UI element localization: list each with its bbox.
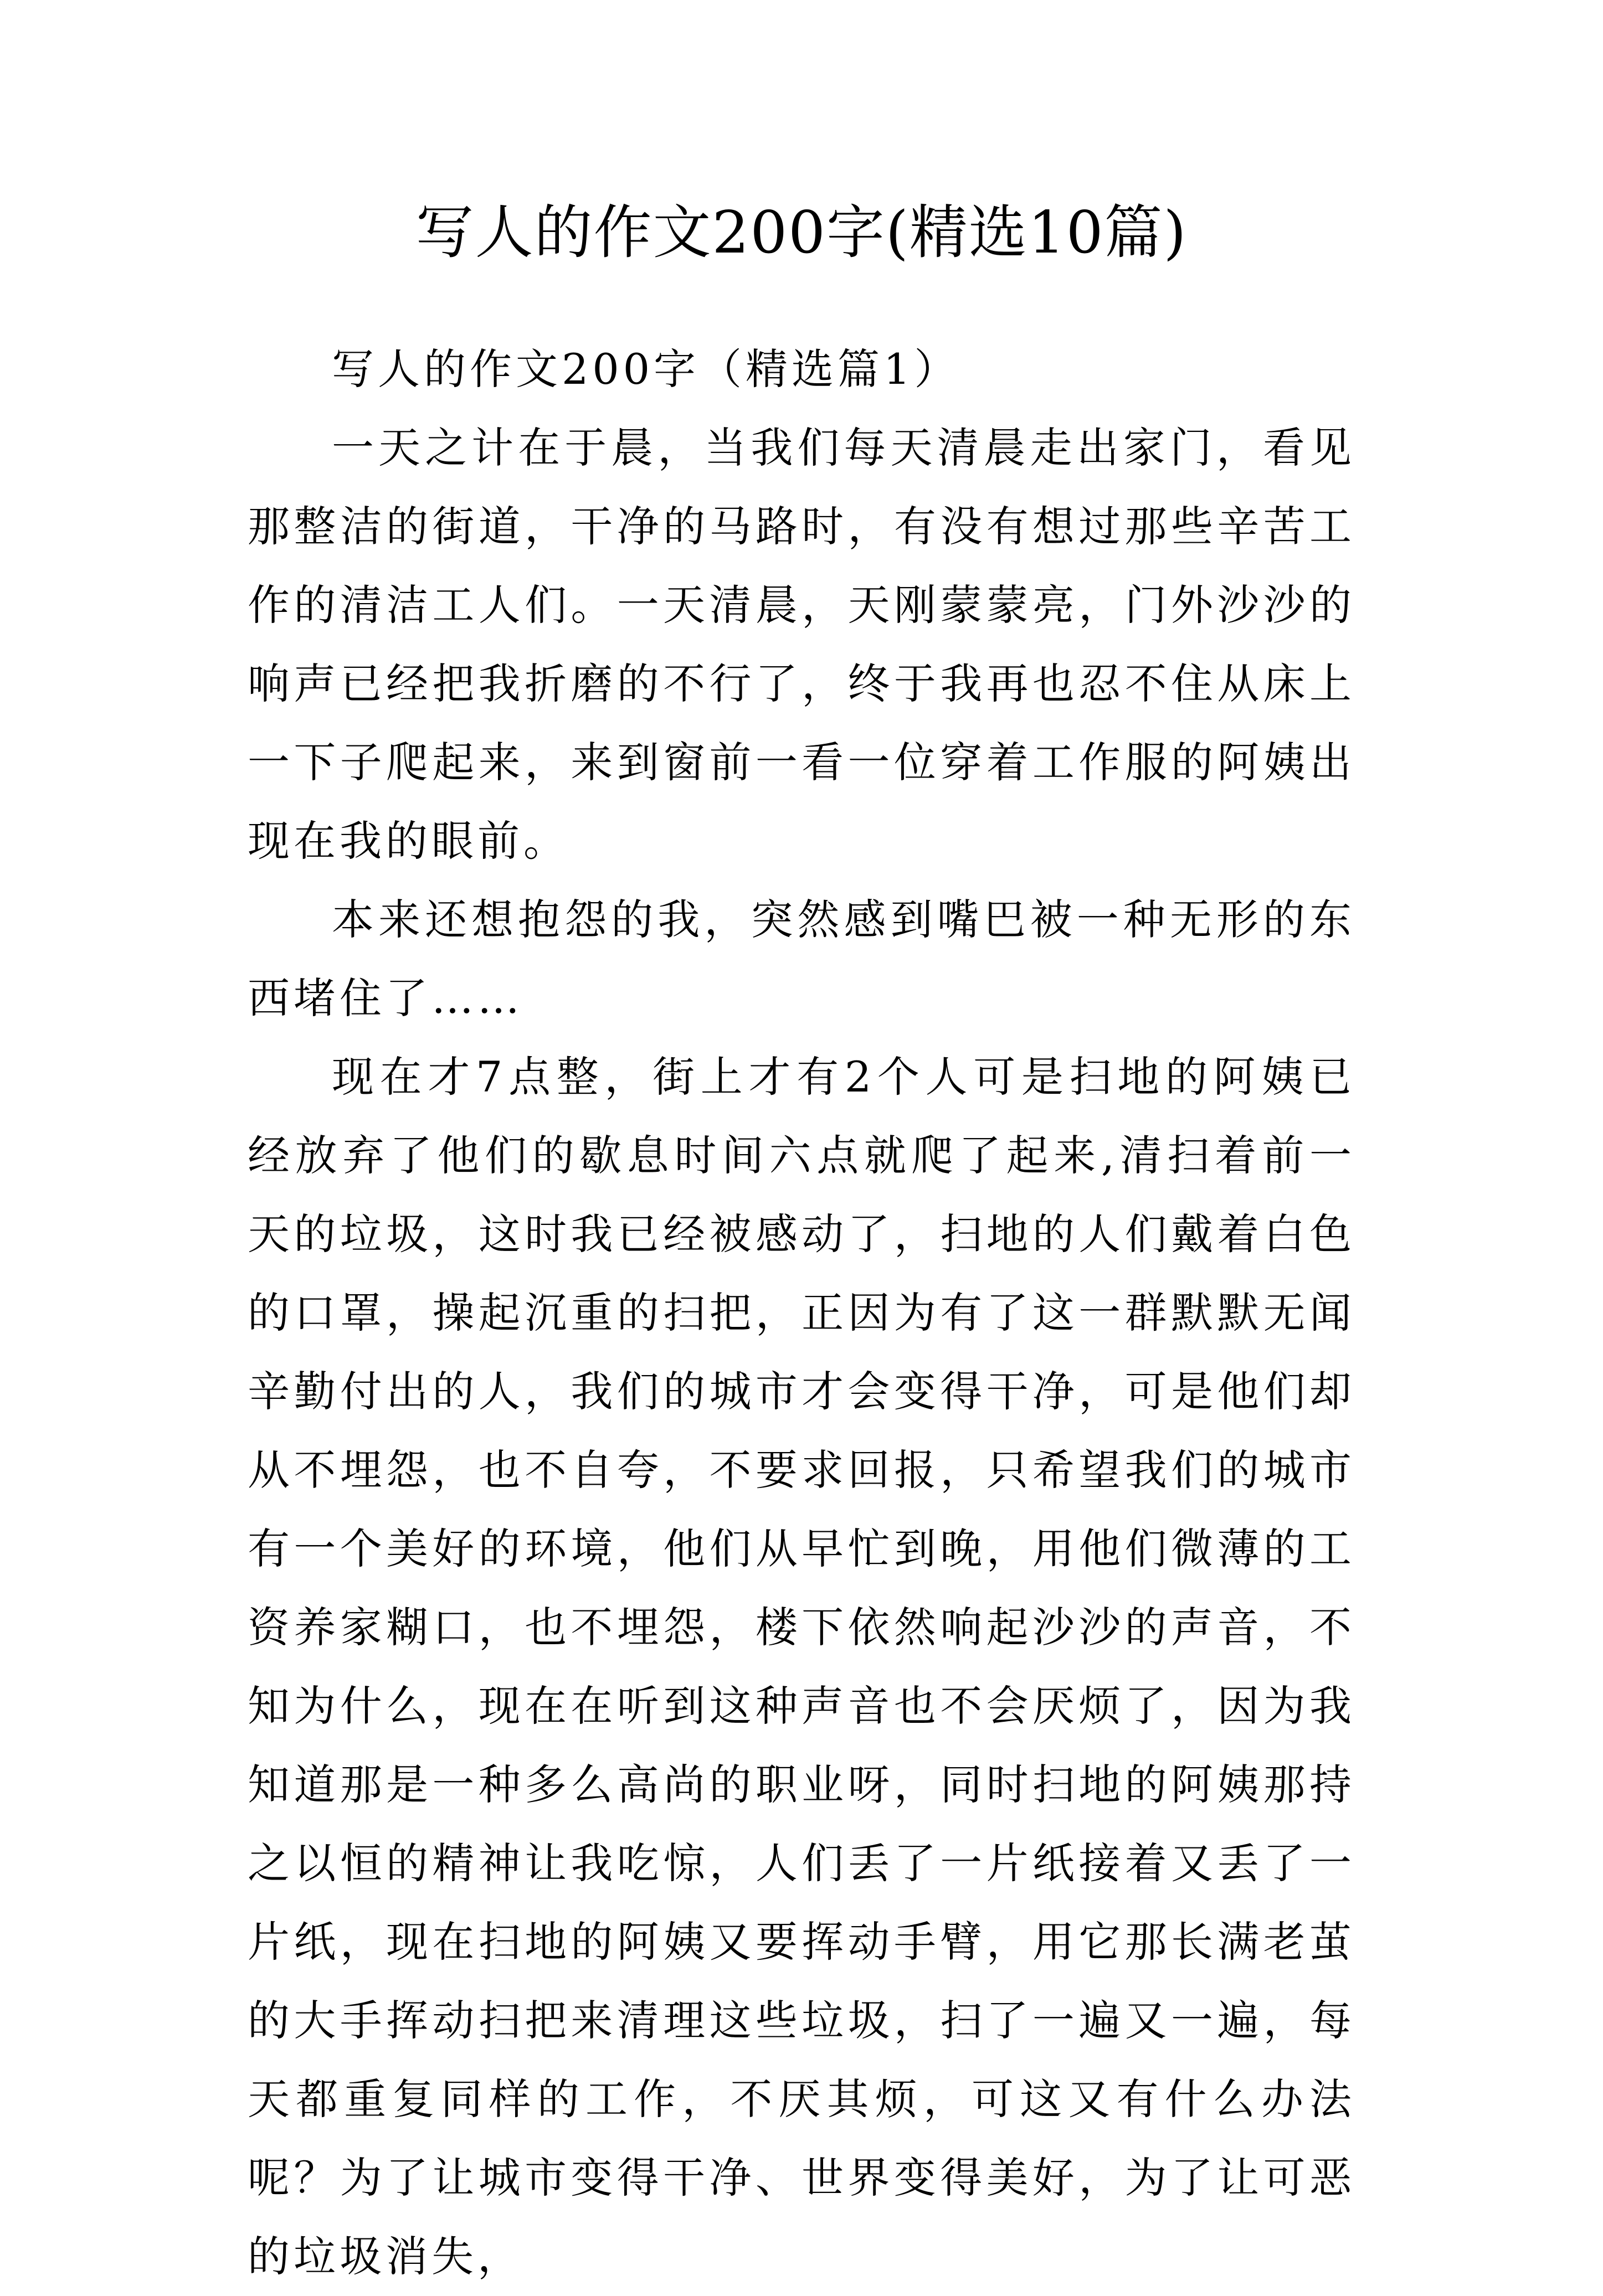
document-title: 写人的作文200字(精选10篇) xyxy=(415,199,1188,266)
paragraph: 本来还想抱怨的我，突然感到嘴巴被一种无形的东西堵住了…… xyxy=(248,895,1355,1023)
section-heading: 写人的作文200字（精选篇1） xyxy=(332,344,960,394)
paragraph: 现在才7点整，街上才有2个人可是扫地的阿姨已经放弃了他们的歇息时间六点就爬了起来,清扫着前一天的垃圾，这时我已经被感动了，扫地的人们戴着白色的口罩，操起沉重的扫把，正因为有了这一群默默无闻辛勤付出的人，我们的城市才会变得干净，可是他们却从不埋怨，也不自夸，不要求回报，只希望我们的城市有一个美好的环境，他们从早忙到晚，用他们微薄的工资养家糊口，也不埋怨，楼下依然响起沙沙的声音，不知为什么，现在在听到这种声音也不会厌烦了，因为我知道那是一种多么高尚的职业呀，同时扫地的阿姨那持之以恒的精神让我吃惊，人们丢了一片纸接着又丢了一片纸，现在扫地的阿姨又要挥动手臂，用它那长满老茧的大手挥动扫把来清理这些垃圾，扫了一遍又一遍，每天都重复同样的工作，不厌其烦，可这又有什么办法呢？为了让城市变得干净、世界变得美好，为了让可恶的垃圾消失， xyxy=(248,1052,1355,2281)
paragraph: 一天之计在于晨，当我们每天清晨走出家门，看见那整洁的街道，干净的马路时，有没有想过那些辛苦工作的清洁工人们。一天清晨，天刚蒙蒙亮，门外沙沙的响声已经把我折磨的不行了，终于我再也忍不住从床上一下子爬起来，来到窗前一看一位穿着工作服的阿姨出现在我的眼前。 xyxy=(248,423,1355,866)
document-body xyxy=(248,330,1355,2296)
